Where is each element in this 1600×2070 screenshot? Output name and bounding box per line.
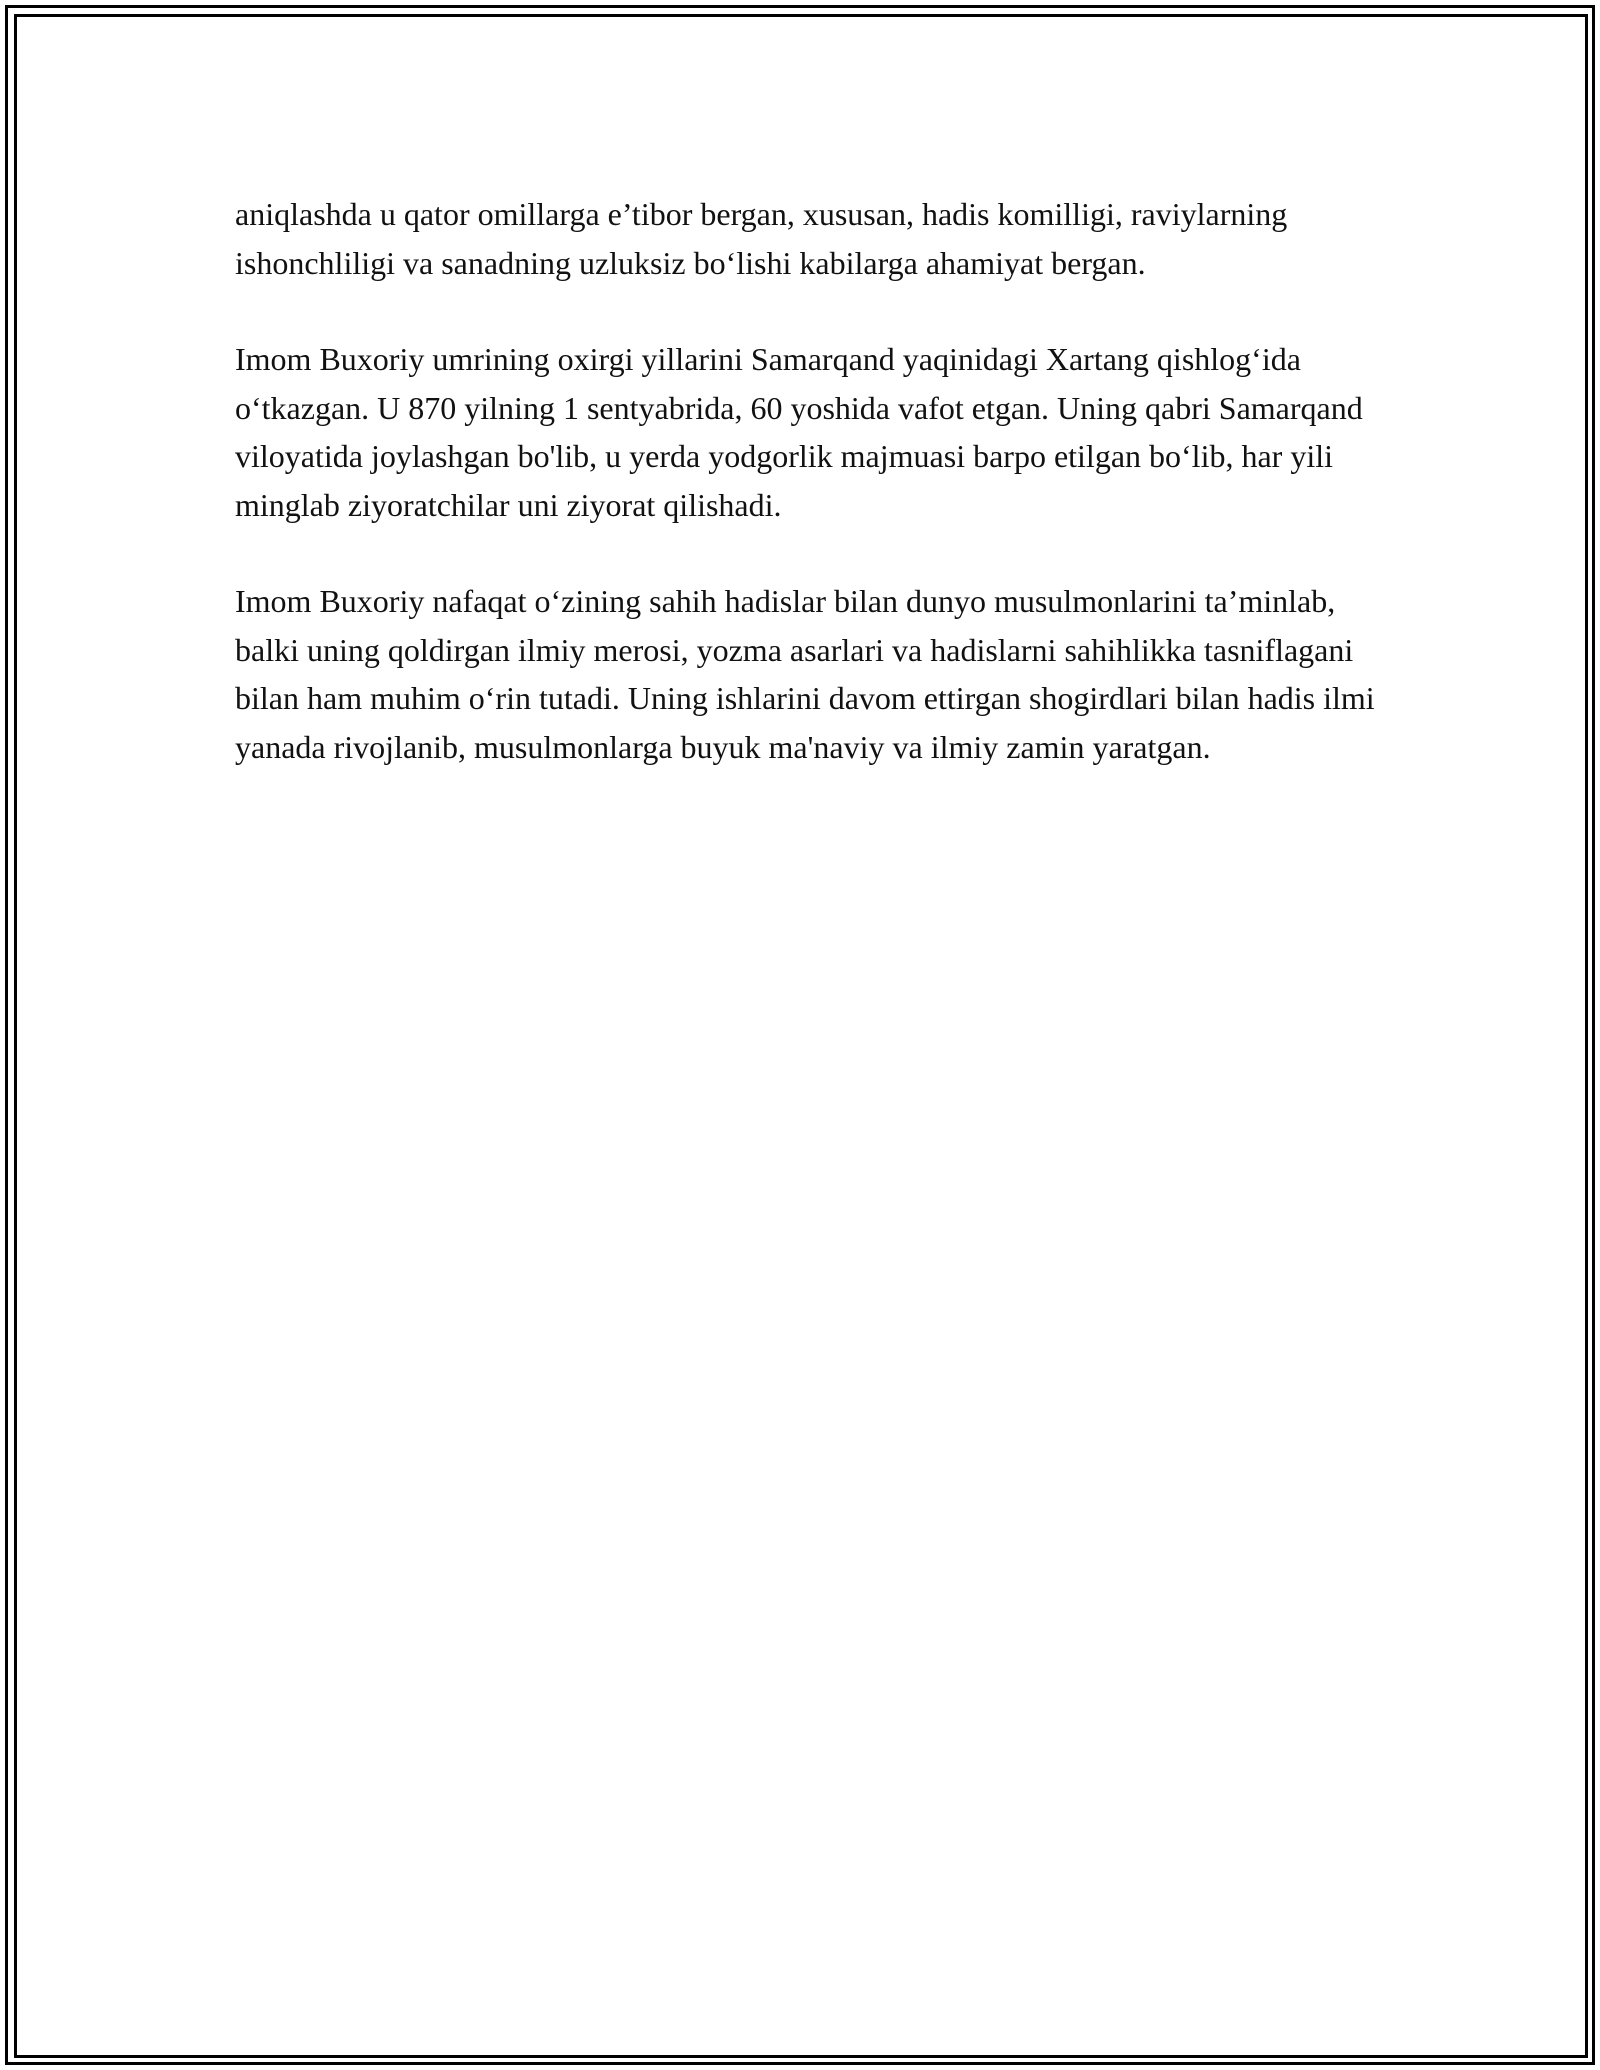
document-body [235, 190, 1375, 819]
paragraph-2: Imom Buxoriy umrining oxirgi yillarini Samarqand yaqinidagi Xartang qishlog‘ida o‘tkazgan. U 870 yilning 1 sentyabrida, 60 yoshida vafot etgan. Uning qabri Samarqand viloyatida joylashgan bo'lib, u yerda yodgorlik majmuasi barpo etilgan bo‘lib, har yili minglab ziyoratchilar uni ziyorat qilishadi. [235, 341, 1363, 523]
paragraph-1: aniqlashda u qator omillarga e’tibor bergan, xususan, hadis komilligi, raviylarning ishonchliligi va sanadning uzluksiz bo‘lishi kabilarga ahamiyat bergan. [235, 196, 1288, 281]
paragraph-3: Imom Buxoriy nafaqat o‘zining sahih hadislar bilan dunyo musulmonlarini ta’minlab, balki uning qoldirgan ilmiy merosi, yozma asarlari va hadislarni sahihlikka tasniflagani bilan ham muhim o‘rin tutadi. Uning ishlarini davom ettirgan shogirdlari bilan hadis ilmi yanada rivojlanib, musulmonlarga buyuk ma'naviy va ilmiy zamin yaratgan. [235, 583, 1375, 765]
